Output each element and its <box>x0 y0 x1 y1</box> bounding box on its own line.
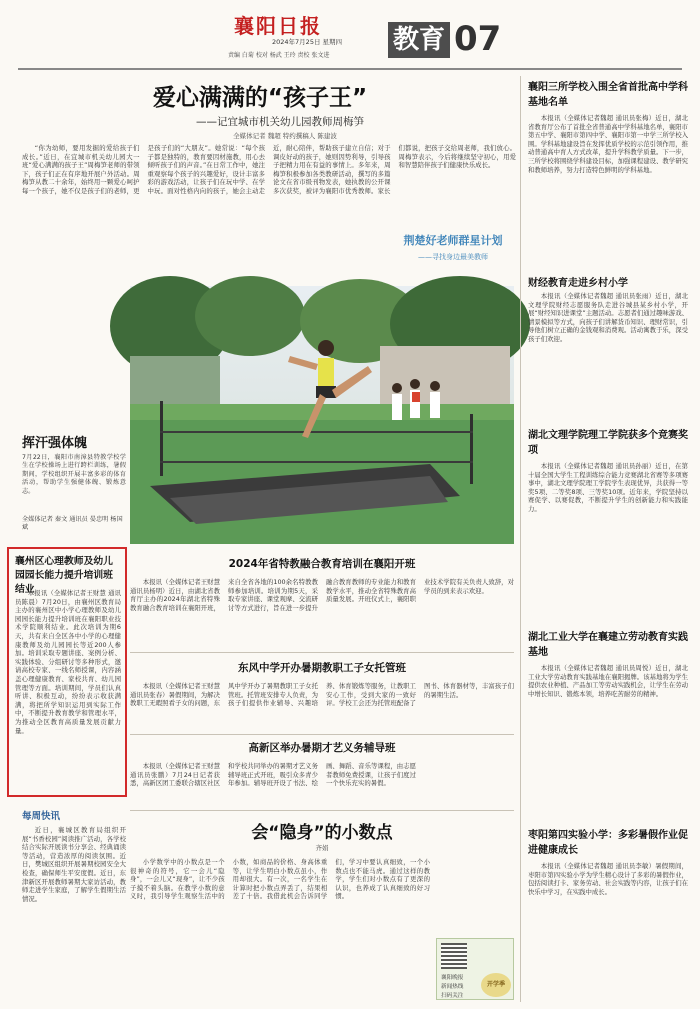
sidebar-title: 财经教育走进乡村小学 <box>528 278 628 289</box>
sidebar-title: 湖北工业大学在襄建立劳动教育实践基地 <box>528 632 688 658</box>
lead-banner <box>392 226 514 276</box>
photo-caption: 7月22日，襄阳市南漳县特教学校学生在学校操场上进行跨栏训练，暑假期间，学校组织开展丰富多彩的体育活动，帮助学生强健体魄、锻炼意志。 <box>22 454 126 495</box>
gaoxin-body: 本报讯（全媒体记者王财慧 通讯员张鹏）7月24日记者获悉，高新区团工委联合辖区社区和学校共同举办的暑期才艺义务辅导班正式开班，吸引众多青少年参加。辅导班开设了书法、绘画、舞蹈、音乐等课程，由志愿者教师免费授课，让孩子们度过一个快乐充实的暑假。 <box>130 762 416 788</box>
track-photo <box>130 286 514 544</box>
dongfeng-body: 本报讯（全媒体记者王财慧 通讯员张春）暑假期间，为解决教职工无暇照看子女的问题，东风中学开办了暑期教职工子女托管班。托管班安排专人负责，为孩子们提供作业辅导、兴趣培养、体育锻炼等服务，让教职工安心工作，受到大家的一致好评。学校工会还为托管班配备了图书、体育器材等，丰富孩子们的暑期生活。 <box>130 682 514 708</box>
photo-title: 挥汗强体魄 <box>22 436 88 451</box>
sidebar-body: 本报讯（全媒体记者魏超 通讯员孙丽）近日，在第十届全国大学生工程训练综合能力竞赛湖北省赛等多项赛事中，湖北文理学院理工学院学生表现优异，共获得一等奖5项、二等奖8项、三等奖10项。近年来，学院坚持以赛促学、以赛促教，不断提升学生的创新能力和实践能力。 <box>528 462 688 513</box>
featured-article <box>7 547 127 797</box>
ad-line1: 襄阳晚报 <box>441 975 464 981</box>
banner-subtitle: ——寻找身边最美教师 <box>418 253 488 261</box>
sidebar-item-5 <box>528 828 688 1004</box>
section-label: 教育 <box>388 22 450 58</box>
sidebar-body: 本报讯（全媒体记者魏超 通讯员周悦）近日，湖北工业大学劳动教育实践基地在襄阳揭牌。该基地将为学生提供农业种植、产品加工等劳动实践机会，让学生在劳动中增长知识、锻炼本领，培养吃苦耐劳的精神。 <box>528 664 688 698</box>
sidebar-title: 枣阳第四实验小学：多彩暑假作业促进健康成长 <box>528 830 688 856</box>
lead-body-lower <box>22 196 400 282</box>
training-title: 2024年省特教融合教育培训在襄阳开班 <box>228 558 416 570</box>
news-flash-body: 近日，襄城区教育局组织开展“书香校园”阅读推广活动，各学校结合实际开展读书分享会、经典诵读等活动，营造浓厚的阅读氛围。近日，樊城区组织开展暑期校园安全大检查，确保师生平安度假。近日，东津新区开展教师暑期大家访活动，教师走进学生家庭，了解学生假期生活情况。 <box>22 826 126 903</box>
divider <box>130 734 514 735</box>
athlete-hurdle-image <box>130 286 514 544</box>
training-body: 本报讯（全媒体记者王财慧 通讯员杨明）近日，由湖北省教育厅主办的2024年湖北省特殊教育融合教育培训在襄阳开班，来自全省各地的100余名特教教师参加培训。培训为期5天，采取专家讲座、课堂观摩、交流研讨等方式进行，旨在进一步提升融合教育教师的专业能力和教育教学水平，推动全省特殊教育高质量发展。开班仪式上，襄阳职业技术学院有关负责人致辞，对学员的到来表示欢迎。 <box>130 578 514 612</box>
ad-badge: 开学季 <box>481 973 511 997</box>
sidebar-body: 本报讯（全媒体记者魏超 通讯员李敏）暑假期间，枣阳市第四实验小学为学生精心设计了多彩的暑假作业，包括阅读打卡、家务劳动、社会实践等内容，让孩子们在快乐中学习，在实践中成长。 <box>528 862 688 896</box>
divider <box>130 810 514 811</box>
sidebar-item-4 <box>528 630 688 822</box>
photo-credit: 全媒体记者 秦文 通讯员 晏忠明 杨国斌 <box>22 516 123 532</box>
sidebar-divider <box>520 76 521 1002</box>
masthead <box>0 0 700 72</box>
masthead-staff: 责编 白菊 校对 杨武 王玲 责校 张文进 <box>228 52 330 59</box>
masthead-logo: 襄阳日报 <box>234 14 322 38</box>
sidebar-body: 本报讯（全媒体记者魏超 通讯员张雨）近日，湖北文理学院财经志愿服务队走进谷城县某乡村小学，开展“财经知识进课堂”主题活动。志愿者们通过趣味游戏、情景模拟等方式，向孩子们讲解货币知识、理财常识，引导他们树立正确的金钱观和消费观。活动寓教于乐，深受孩子们欢迎。 <box>528 292 688 343</box>
dongfeng-title: 东风中学开办暑期教职工子女托管班 <box>238 662 406 674</box>
sidebar-item-1 <box>528 80 688 270</box>
ad-line2: 新闻热线 <box>441 984 464 990</box>
featured-title: 襄州区心理教师及幼儿园园长能力提升培训班结业 <box>15 556 113 595</box>
hidden-decimal-author: 齐娟 <box>315 844 329 852</box>
hidden-decimal-title: 会“隐身”的小数点 <box>251 823 393 843</box>
lead-byline: 全媒体记者 魏超 特约撰稿人 陈建波 <box>233 132 337 140</box>
gaoxin-title: 高新区举办暑期才艺义务辅导班 <box>248 742 396 754</box>
page-number: 07 <box>454 19 502 59</box>
news-flash-title: 每周快讯 <box>22 811 61 822</box>
sidebar-body: 本报讯（全媒体记者魏超 通讯员张梅）近日，湖北省教育厅公布了首批全省普通高中学科基地名单，襄阳市第五中学、襄阳市第四中学、襄阳市第一中学三所学校入围。学科基地建设旨在发挥优质学校的示范引领作用，推动普通高中育人方式改革，提升学科教学质量。下一步，三所学校将围绕学科建设目标，加强课程建设、教学研究和教师培养，努力打造特色鲜明的学科基地。 <box>528 114 688 174</box>
lead-title: 爱心满满的“孩子王” <box>152 85 368 111</box>
ad-box <box>436 938 514 1000</box>
banner-title: 荆楚好老师群星计划 <box>403 234 503 247</box>
hidden-decimal-body: 小学数学中的小数点是一个很神奇的符号，它一会儿“隐身”，一会儿又“现身”，让不少孩子摸不着头脑。在教学小数的意义时，我引导学生观察生活中的小数，如商品的价格、身高体重等，让学生明白小数点虽小，作用却很大。有一次，一名学生在计算时把小数点弄丢了，结果相差了十倍。我借此机会告诉同学们，学习中要认真细致，一个小数点也不能马虎。通过这样的教学，学生们对小数点有了更深的认识，也养成了认真细致的好习惯。 <box>130 858 430 901</box>
featured-body: 本报讯（全媒体记者王财慧 通讯员陈晨）7月20日，由襄州区教育局主办的襄州区中小学心理教师及幼儿园园长能力提升培训班在襄阳职业技术学院顺利结业。此次培训为期6天，共有来自全区各中小学的心理健康教师及幼儿园园长等近200人参加。培训采取专题讲座、案例分析、实践体验、分组研讨等多种形式，邀请高校专家、一线名师授课，内容涵盖心理健康教育、家校共育、幼儿园管理等方面。培训期间，学员们认真听讲、积极互动，纷纷表示收获满满，将把所学知识运用到实际工作中，不断提升教育教学和管理水平，为推动全区教育高质量发展贡献力量。 <box>15 589 121 735</box>
sidebar-item-2 <box>528 274 688 422</box>
sidebar-title: 襄阳三所学校入围全省首批高中学科基地名单 <box>528 82 688 108</box>
sidebar-item-3 <box>528 428 688 624</box>
sidebar-title: 湖北文理学院理工学院获多个竞赛奖项 <box>528 430 688 456</box>
ad-line3: 扫码关注 <box>441 993 464 999</box>
masthead-date: 2024年7月25日 星期四 <box>272 38 343 46</box>
lead-body: “你为幼师，要用发掘的爱给孩子们成长。”近日，在宜城市机关幼儿园大一班“爱心满满的孩子王”周梅笋老师的带领下，孩子们正在有序地开展户外活动。周梅笋从教二十余年，始终用一颗爱心呵护每一个孩子，她不仅是孩子们的老师，更是孩子们的“大朋友”。她常说：“每个孩子都是独特的，教育要因材施教，用心去倾听孩子们的声音。”在日常工作中，她注重观察每个孩子的兴趣爱好，设计丰富多彩的游戏活动，让孩子们在玩中学、在学中玩。面对性格内向的孩子，她会主动走近，耐心陪伴，帮助孩子建立自信；对于调皮好动的孩子，她则因势利导，引导孩子把精力用在有益的事情上。多年来，周梅笋积极参加各类教研活动，撰写的多篇论文在省市级刊物发表，她执教的公开课多次获奖，被评为襄阳市优秀教师。家长们都说，把孩子交给周老师，我们放心。周梅笋表示，今后将继续坚守初心，用爱和智慧陪伴孩子们健康快乐成长。 <box>22 144 516 195</box>
qr-code-icon <box>441 943 467 969</box>
lead-subtitle: ——记宜城市机关幼儿园教师周梅笋 <box>196 116 364 128</box>
masthead-rule <box>18 68 682 70</box>
divider <box>130 652 514 653</box>
